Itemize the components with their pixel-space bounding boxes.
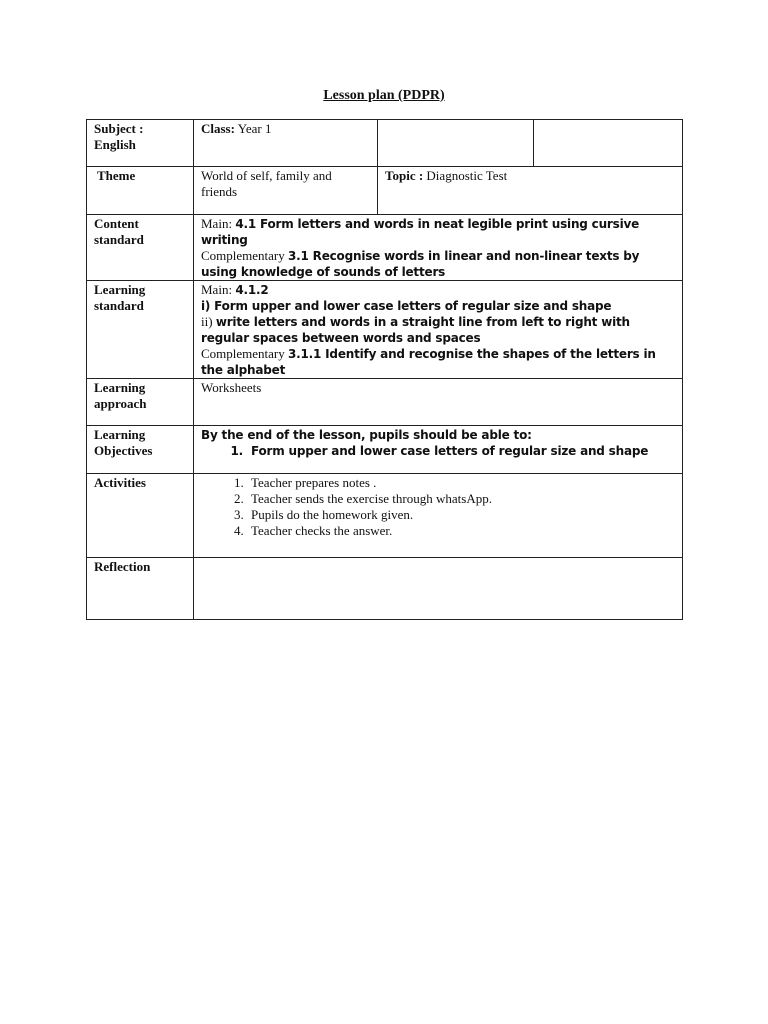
- content-main-prefix: Main:: [201, 216, 233, 231]
- topic-cell: [378, 167, 683, 215]
- header-row: [87, 120, 683, 167]
- activities-label-cell: [87, 474, 194, 558]
- theme-value: World of self, family and friends: [201, 168, 332, 199]
- content-standard-row: [87, 215, 683, 281]
- objectives-intro: By the end of the lesson, pupils should be able to:: [201, 428, 532, 442]
- content-standard-value-cell: [194, 215, 683, 281]
- theme-label-cell: [87, 167, 194, 215]
- activities-row: [87, 474, 683, 558]
- page-title: Lesson plan (PDPR): [323, 88, 445, 103]
- subject-value: English: [94, 137, 136, 152]
- topic-value: Diagnostic Test: [426, 168, 508, 183]
- content-standard-label-2: standard: [94, 232, 144, 247]
- learning-standard-label-2: standard: [94, 298, 144, 313]
- learning-comp-text: 3.1.1 Identify and recognise the shapes of the letters in the alphabet: [201, 347, 656, 377]
- learning-approach-label-2: approach: [94, 396, 147, 411]
- learning-approach-value-cell: [194, 379, 683, 426]
- activity-item: 4. Teacher checks the answer.: [247, 523, 676, 539]
- content-main-text: 4.1 Form letters and words in neat legible print using cursive writing: [201, 217, 640, 247]
- content-comp-prefix: Complementary: [201, 248, 285, 263]
- learning-standard-value-cell: [194, 281, 683, 379]
- lesson-plan-table: [86, 119, 683, 620]
- activity-item: 3. Pupils do the homework given.: [247, 507, 676, 523]
- activity-item: 2. Teacher sends the exercise through whatsApp.: [247, 491, 676, 507]
- learning-approach-label-cell: [87, 379, 194, 426]
- learning-main-prefix: Main:: [201, 282, 233, 297]
- content-standard-label-cell: [87, 215, 194, 281]
- subject-label: Subject :: [94, 121, 144, 136]
- learning-standard-row: [87, 281, 683, 379]
- activity-item: 1. Teacher prepares notes .: [247, 475, 676, 491]
- objectives-list: [201, 443, 676, 459]
- class-label: Class:: [201, 121, 235, 136]
- learning-objectives-value-cell: [194, 426, 683, 474]
- content-standard-label-1: Content: [94, 216, 139, 231]
- learning-approach-value: Worksheets: [201, 380, 262, 395]
- class-cell: [194, 120, 378, 167]
- learning-approach-row: [87, 379, 683, 426]
- learning-comp-prefix: Complementary: [201, 346, 285, 361]
- activities-list: [201, 475, 676, 539]
- learning-objectives-row: [87, 426, 683, 474]
- learning-main-code: 4.1.2: [235, 283, 269, 297]
- topic-label: Topic :: [385, 168, 424, 183]
- learning-objectives-label-cell: [87, 426, 194, 474]
- learning-objectives-label-1: Learning: [94, 427, 146, 442]
- theme-row: [87, 167, 683, 215]
- empty-header-cell-2: [534, 120, 683, 167]
- reflection-label: Reflection: [94, 559, 151, 574]
- learning-approach-label-1: Learning: [94, 380, 146, 395]
- activities-label: Activities: [94, 475, 146, 490]
- activities-value-cell: [194, 474, 683, 558]
- theme-label: Theme: [97, 168, 136, 183]
- objective-item: 1. Form upper and lower case letters of regular size and shape: [247, 443, 676, 459]
- learning-objectives-label-2: Objectives: [94, 443, 153, 458]
- reflection-label-cell: [87, 558, 194, 620]
- learning-standard-label-1: Learning: [94, 282, 146, 297]
- learning-standard-label-cell: [87, 281, 194, 379]
- class-value: Year 1: [237, 121, 272, 136]
- learning-item-i: i) Form upper and lower case letters of regular size and shape: [201, 299, 612, 313]
- empty-header-cell-1: [378, 120, 534, 167]
- reflection-row: [87, 558, 683, 620]
- theme-value-cell: [194, 167, 378, 215]
- subject-cell: [87, 120, 194, 167]
- content-comp-text: 3.1 Recognise words in linear and non-linear texts by using knowledge of sounds of letters: [201, 249, 640, 279]
- learning-item-ii-text: write letters and words in a straight line from left to right with regular spaces between words and spaces: [201, 315, 630, 345]
- reflection-value-cell: [194, 558, 683, 620]
- learning-item-ii-prefix: ii): [201, 314, 213, 329]
